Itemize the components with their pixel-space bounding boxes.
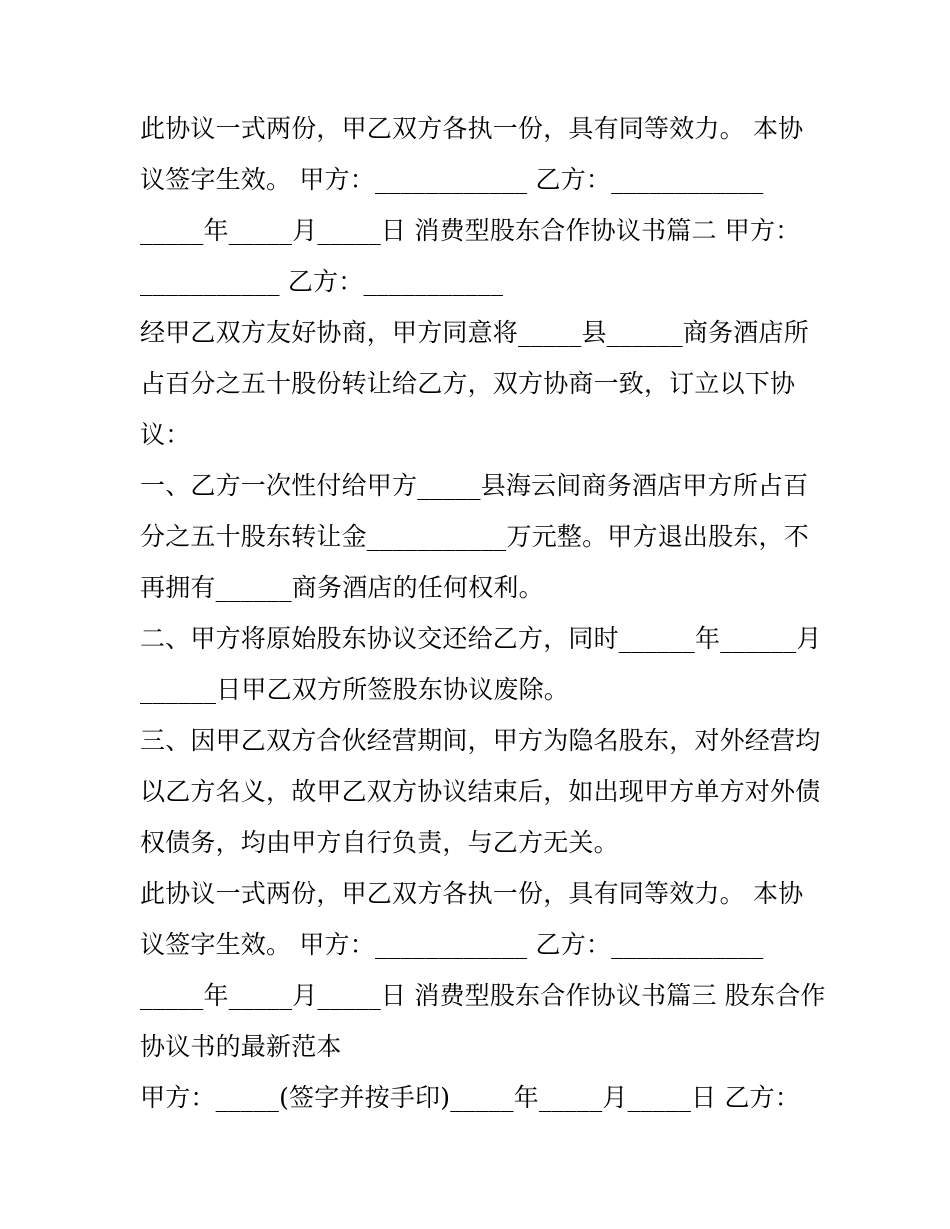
text-line: ___________ 乙方：___________ <box>140 267 504 296</box>
text-line: _____年_____月_____日 消费型股东合作协议书篇二 甲方： <box>140 216 801 245</box>
text-line: 分之五十股东转让金___________万元整。甲方退出股东，不 <box>140 522 809 551</box>
text-line: 协议书的最新范本 <box>140 1032 342 1061</box>
text-line: 再拥有______商务酒店的任何权利。 <box>140 573 544 602</box>
text-line: _____年_____月_____日 消费型股东合作协议书篇三 股东合作 <box>140 981 826 1010</box>
text-line: 以乙方名义，故甲乙双方协议结束后，如出现甲方单方对外债 <box>140 777 821 806</box>
text-line: 二、甲方将原始股东协议交还给乙方，同时______年______月 <box>140 624 822 653</box>
text-line: 权债务，均由甲方自行负责，与乙方无关。 <box>140 828 619 857</box>
text-line: 此协议一式两份，甲乙双方各执一份，具有同等效力。 本协 <box>140 879 804 908</box>
text-line: 占百分之五十股份转让给乙方，双方协商一致，订立以下协 <box>140 369 796 398</box>
text-line: 议： <box>140 420 191 449</box>
text-line: 三、因甲乙双方合伙经营期间，甲方为隐名股东，对外经营均 <box>140 726 821 755</box>
text-line: 经甲乙双方友好协商，甲方同意将_____县______商务酒店所 <box>140 318 809 347</box>
text-line: 一、乙方一次性付给甲方_____县海云间商务酒店甲方所占百 <box>140 471 809 500</box>
text-line: ______日甲乙双方所签股东协议废除。 <box>140 675 570 704</box>
text-line: 议签字生效。 甲方：____________ 乙方：____________ <box>140 930 764 959</box>
text-line: 此协议一式两份，甲乙双方各执一份，具有同等效力。 本协 <box>140 114 804 143</box>
text-line: 甲方：_____(签字并按手印)_____年_____月_____日 乙方： <box>140 1083 801 1112</box>
text-line: 议签字生效。 甲方：____________ 乙方：____________ <box>140 165 764 194</box>
